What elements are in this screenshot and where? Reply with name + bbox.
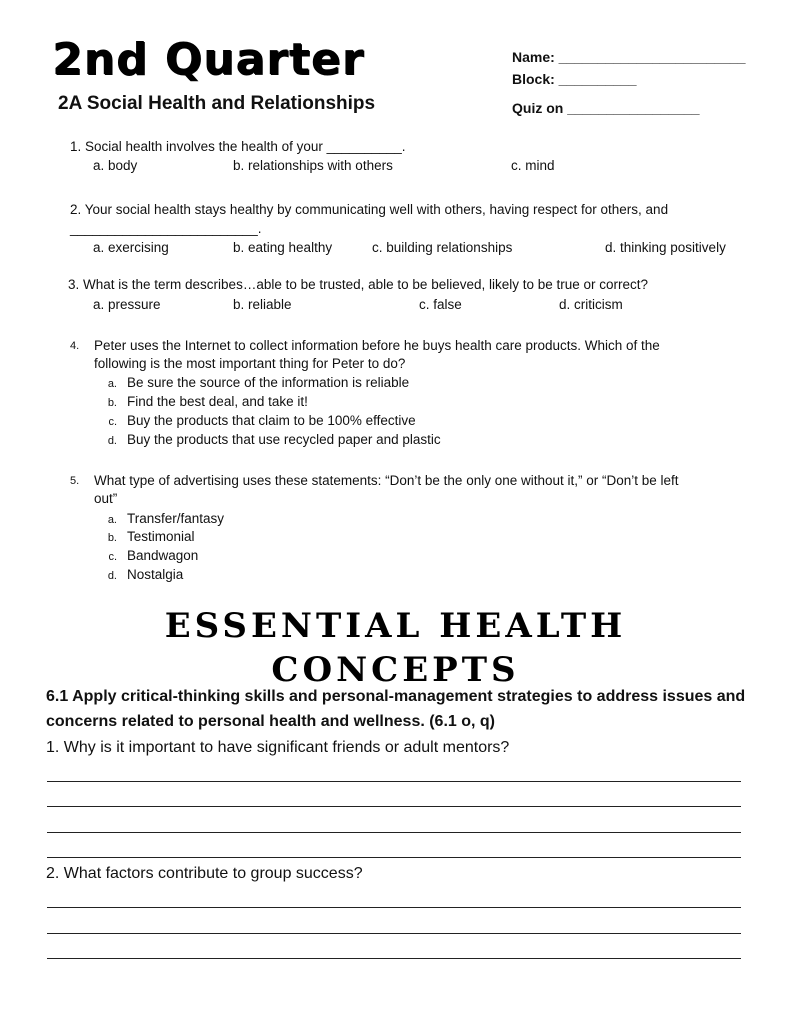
option-text: Be sure the source of the information is reliable (127, 375, 410, 390)
question-2-text: 2. Your social health stays healthy by communicating well with others, having respect for others, and (70, 202, 669, 217)
option-text: Buy the products that claim to be 100% effective (127, 413, 416, 428)
q4-option-c[interactable] (89, 413, 416, 428)
option-letter: c. (108, 551, 117, 563)
q2-option-b[interactable]: b. eating healthy (233, 240, 333, 255)
essential-concepts-heading-line1: ESSENTIAL HEALTH (164, 606, 627, 646)
answer-line[interactable] (47, 958, 741, 959)
q3-option-c[interactable]: c. false (419, 297, 462, 312)
essential-concepts-heading-line2: CONCEPTS (271, 650, 520, 690)
option-text: Buy the products that use recycled paper and plastic (127, 432, 441, 447)
option-letter: d. (107, 435, 117, 447)
q5-option-b[interactable] (89, 529, 195, 544)
q4-option-a[interactable] (89, 375, 409, 390)
question-5-text-line2: out” (94, 491, 118, 506)
answer-line[interactable] (47, 857, 741, 858)
q5-option-d[interactable] (89, 567, 183, 582)
page-title: 2nd Quarter (52, 34, 365, 85)
question-5-number: 5. (70, 475, 80, 487)
option-letter: c. (108, 416, 117, 428)
standard-text-line2: concerns related to personal health and wellness. (6.1 o, q) (46, 713, 496, 730)
q5-option-a[interactable] (89, 511, 224, 526)
q2-option-a[interactable]: a. exercising (93, 240, 169, 255)
q2-option-d[interactable]: d. thinking positively (605, 240, 726, 255)
name-field[interactable]: Name: ________________________ (512, 49, 746, 65)
option-letter: b. (107, 397, 117, 409)
q3-option-a[interactable]: a. pressure (93, 297, 161, 312)
option-letter: d. (107, 570, 117, 582)
question-4-text-line1: Peter uses the Internet to collect information before he buys health care products. Which of the (94, 338, 660, 353)
answer-line[interactable] (47, 907, 741, 908)
block-field[interactable]: Block: __________ (512, 71, 637, 87)
option-text: Find the best deal, and take it! (127, 394, 308, 409)
q2-option-c[interactable]: c. building relationships (372, 240, 513, 255)
option-letter: a. (107, 378, 117, 390)
answer-line[interactable] (47, 832, 741, 833)
option-text: Bandwagon (127, 548, 199, 563)
q1-option-b[interactable]: b. relationships with others (233, 158, 393, 173)
question-4-number: 4. (70, 340, 80, 352)
q1-option-c[interactable]: c. mind (511, 158, 555, 173)
q4-option-b[interactable] (89, 394, 308, 409)
option-text: Testimonial (127, 529, 195, 544)
option-letter: b. (107, 532, 117, 544)
answer-line[interactable] (47, 933, 741, 934)
option-letter: a. (107, 514, 117, 526)
option-text: Nostalgia (127, 567, 184, 582)
open-question-2: 2. What factors contribute to group success? (46, 865, 363, 882)
question-3-text: 3. What is the term describes…able to be trusted, able to be believed, likely to be true or correct? (68, 277, 649, 292)
q1-option-a[interactable]: a. body (93, 158, 138, 173)
quiz-date-field[interactable]: Quiz on _________________ (512, 100, 700, 116)
section-subtitle: 2A Social Health and Relationships (58, 93, 376, 114)
q3-option-b[interactable]: b. reliable (233, 297, 292, 312)
question-1-text: 1. Social health involves the health of your __________. (70, 139, 406, 154)
question-2-blank[interactable]: _________________________. (70, 221, 262, 236)
q3-option-d[interactable]: d. criticism (559, 297, 623, 312)
option-text: Transfer/fantasy (127, 511, 225, 526)
answer-line[interactable] (47, 806, 741, 807)
question-5-text-line1: What type of advertising uses these statements: “Don’t be the only one without it,” or “Don’t be left (94, 473, 679, 488)
q5-option-c[interactable] (89, 548, 198, 563)
open-question-1: 1. Why is it important to have significant friends or adult mentors? (46, 739, 510, 756)
question-4-text-line2: following is the most important thing for Peter to do? (94, 356, 406, 371)
answer-line[interactable] (47, 781, 741, 782)
q4-option-d[interactable] (89, 432, 441, 447)
standard-text-line1: 6.1 Apply critical-thinking skills and personal-management strategies to address issues and (46, 688, 746, 705)
